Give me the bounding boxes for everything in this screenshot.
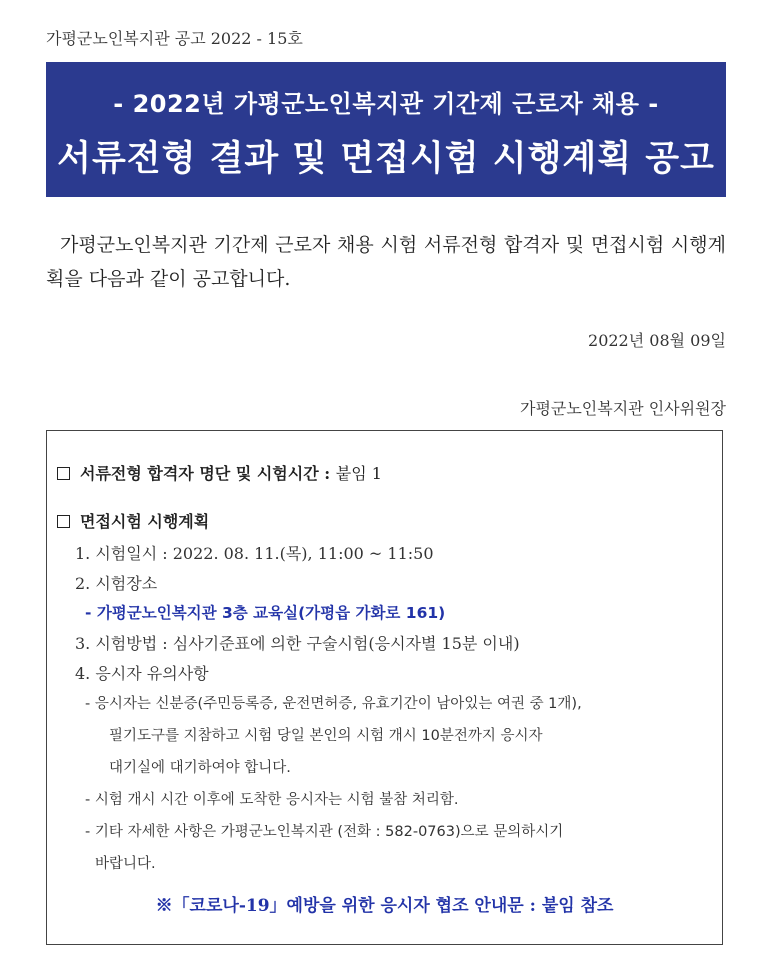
item-exam-datetime: 1. 시험일시 : 2022. 08. 11.(목), 11:00 ~ 11:50 xyxy=(75,544,434,563)
note-contact-line2: 바랍니다. xyxy=(95,856,156,872)
section-document-results xyxy=(57,461,382,484)
section-interview-plan xyxy=(57,509,209,532)
issuer: 가평군노인복지관 인사위원장 xyxy=(519,399,726,418)
notice-number: 가평군노인복지관 공고 2022 - 15호 xyxy=(46,29,303,48)
item-exam-location: 2. 시험장소 xyxy=(75,574,158,593)
note-contact-line1: - 기타 자세한 사항은 가평군노인복지관 (전화 : 582-0763)으로 문의하시기 xyxy=(85,824,564,840)
detail-box xyxy=(46,430,723,945)
note-id-line3: 대기실에 대기하여야 합니다. xyxy=(109,760,291,776)
intro-paragraph xyxy=(46,228,726,296)
item-exam-method: 3. 시험방법 : 심사기준표에 의한 구술시험(응시자별 15분 이내) xyxy=(75,634,520,653)
checkbox-square-icon xyxy=(57,467,70,480)
intro-text: 가평군노인복지관 기간제 근로자 채용 시험 서류전형 합격자 및 면접시험 시행계획을 다음과 같이 공고합니다. xyxy=(46,234,726,290)
title-heading: 서류전형 결과 및 면접시험 시행계획 공고 xyxy=(57,139,715,179)
note-id-line1: - 응시자는 신분증(주민등록증, 운전면허증, 유효기간이 남아있는 여권 중 1개), xyxy=(85,696,582,712)
section2-label: 면접시험 시행계획 xyxy=(80,512,210,531)
covid-notice: ※「코로나-19」예방을 위한 응시자 협조 안내문 : 붙임 참조 xyxy=(155,896,614,916)
section1-value: 붙임 1 xyxy=(335,464,382,483)
checkbox-square-icon xyxy=(57,515,70,528)
section1-label: 서류전형 합격자 명단 및 시험시간 : xyxy=(80,464,331,483)
note-late-arrival: - 시험 개시 시간 이후에 도착한 응시자는 시험 불참 처리함. xyxy=(85,792,459,808)
note-id-line2: 필기도구를 지참하고 시험 당일 본인의 시험 개시 10분전까지 응시자 xyxy=(109,728,543,744)
item-applicant-notes: 4. 응시자 유의사항 xyxy=(75,664,209,683)
notice-date: 2022년 08월 09일 xyxy=(588,331,726,350)
title-banner xyxy=(46,62,726,197)
title-subheading: - 2022년 가평군노인복지관 기간제 근로자 채용 - xyxy=(113,90,659,118)
exam-location-detail: - 가평군노인복지관 3층 교육실(가평읍 가화로 161) xyxy=(85,604,446,622)
